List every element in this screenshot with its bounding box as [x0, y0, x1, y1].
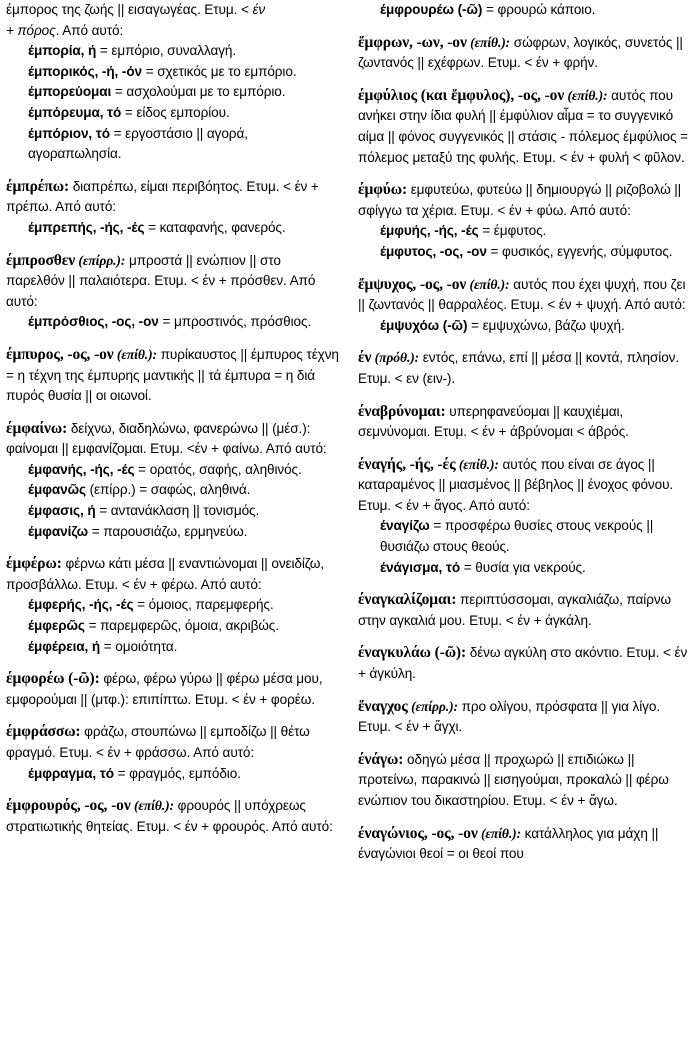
derived-word-line — [6, 312, 342, 333]
derived-definition: = ορατός, σαφής, αληθινός. — [134, 461, 302, 477]
derived-headword: έμφέρεια, ή — [28, 638, 101, 654]
entry-body — [6, 554, 342, 595]
entry-body — [358, 455, 694, 517]
headword: έμφορέω (-ῶ): — [6, 670, 100, 688]
dictionary-entry — [358, 0, 694, 21]
derived-word-line — [6, 501, 342, 522]
headword: ἔμψυχος, -ος, -ον — [358, 275, 467, 293]
dictionary-entry — [358, 86, 694, 168]
headword: έμφύω: — [358, 181, 408, 199]
headword: έναγής, -ής, -ές — [358, 455, 456, 473]
definition-text: φέρω, φέρω γύρω || φέρω μέσα μου, εμφορούμαι || (μτφ.): επιπίπτω. Ετυμ. < έν + φορέω. — [6, 671, 323, 707]
derived-headword: έμφυής, -ής, -ές — [380, 223, 479, 239]
definition-text: αυτός που ανήκει στην ίδια φυλή || έμφύλιον αἷμα = το συγγενικό αίμα || φόνος συγγενικός || στάσις - πόλεμος έμφύλιος = πόλεμος μεταξύ της φυλής. Ετυμ. < έν + φυλή < φῦλον. — [358, 87, 688, 165]
derived-headword: έμφανίζω — [28, 523, 89, 539]
dictionary-entry — [358, 275, 694, 337]
definition-text: δένω αγκύλη στο ακόντιο. Ετυμ. < έν + άγκύλη. — [358, 645, 688, 682]
part-of-speech: (επίθ.): — [455, 456, 499, 472]
derived-headword: έμψυχόω (-ῶ) — [380, 317, 468, 333]
part-of-speech: (επίθ.): — [466, 34, 511, 50]
derived-definition: = παρουσιάζω, ερμηνεύω. — [88, 523, 248, 539]
dictionary-entry — [358, 33, 694, 74]
derived-headword: έμφερῶς — [28, 618, 85, 634]
headword: έμφρουρός, -ος, -ον — [6, 797, 131, 815]
headword: ἔμφρων, -ων, -ον — [358, 33, 467, 51]
derived-word-line — [6, 522, 342, 543]
derived-headword: έμφραγμα, τό — [28, 765, 114, 781]
entry-body — [358, 697, 694, 738]
derived-headword: έμπορικός, -ή, -όν — [28, 63, 142, 79]
entry-body — [358, 402, 694, 443]
derived-word-line — [358, 516, 694, 557]
derived-word-line — [6, 460, 342, 481]
headword: έναγκαλίζομαι: — [358, 591, 457, 609]
dictionary-entry — [358, 643, 694, 684]
headword: έμφαίνω: — [6, 419, 68, 437]
derived-word-line — [358, 242, 694, 263]
dictionary-entry — [6, 251, 342, 333]
entry-body — [6, 796, 342, 837]
headword: έμφράσσω: — [6, 723, 81, 741]
derived-headword: έμπορεύομαι — [28, 84, 112, 100]
definition-text: μπροστά || ενώπιον || στο παρελθόν || παλαιότερα. Ετυμ. < έν + πρόσθεν. Από αυτό: — [6, 252, 316, 309]
dictionary-entry — [6, 796, 342, 837]
part-of-speech: (επίθ.): — [564, 87, 608, 103]
derived-definition: = εμπόριο, συναλλαγή. — [96, 43, 237, 59]
derived-word-line — [6, 637, 342, 658]
headword: έν — [358, 349, 372, 367]
right-column — [358, 0, 694, 877]
derived-word-line — [6, 62, 342, 83]
derived-headword: έμφερής, -ής, -ές — [28, 597, 134, 613]
entry-body — [358, 180, 694, 221]
derived-definition: = φυσικός, εγγενής, σύμφυτος. — [486, 243, 673, 259]
headword: έναβρύνομαι: — [358, 402, 446, 420]
derived-headword: ένάγισμα, τό — [380, 559, 461, 575]
derived-word-line — [6, 595, 342, 616]
etymology-text: + πόρος — [6, 22, 56, 38]
derived-headword: έμφανής, -ής, -ές — [28, 461, 135, 477]
derived-definition: = αντανάκλαση || τονισμός. — [95, 503, 260, 519]
derived-headword: έμπρεπής, -ής, -ές — [28, 219, 145, 235]
definition-text: σώφρων, λογικός, συνετός || ζωντανός || εχέφρων. Ετυμ. < έν + φρήν. — [358, 34, 683, 71]
derived-headword: έμφρουρέω (-ῶ) — [380, 2, 483, 17]
headword: έμπροσθεν — [6, 251, 76, 269]
part-of-speech: (επίρρ.): — [407, 698, 458, 714]
entry-body — [6, 177, 342, 218]
definition-text: δείχνω, διαδηλώνω, φανερώνω || (μέσ.): φαίνομαι || εμφανίζομαι. Ετυμ. <έν + φαίνω. Από αυτό: — [6, 420, 327, 457]
definition-text: προ ολίγου, πρόσφατα || για λίγο. Ετυμ. < έν + ἄγχι. — [358, 698, 661, 735]
entry-body — [6, 419, 342, 460]
derived-word-line — [6, 82, 342, 103]
derived-definition: = είδος εμπορίου. — [121, 104, 230, 120]
dictionary-entry — [6, 0, 342, 165]
derived-definition: = φραγμός, εμπόδιο. — [113, 765, 241, 781]
derived-definition: = παρεμφερῶς, όμοια, ακριβώς. — [84, 618, 279, 634]
part-of-speech: (επίθ.): — [113, 346, 157, 362]
derived-definition: = εργοστάσιο || αγορά, αγοραπωλησία. — [28, 125, 248, 162]
entry-body — [358, 275, 694, 316]
derived-headword: έμπόριον, τό — [28, 125, 110, 141]
definition-text: οδηγώ μέσα || προχωρώ || επιδιώκω || προτείνω, παρακινώ || εισηγούμαι, προκαλώ || φέρω ενώπιον του δικαστηρίου. Ετυμ. < έν + ἄγω. — [358, 751, 669, 808]
entry-continuation-line — [6, 0, 342, 21]
derived-word-line — [358, 0, 694, 21]
part-of-speech: (επίρρ.): — [75, 252, 126, 268]
derived-headword: έμπόρευμα, τό — [28, 104, 122, 120]
dictionary-entry — [6, 345, 342, 407]
derived-word-line — [6, 218, 342, 239]
entry-body — [6, 251, 342, 313]
entry-body — [6, 722, 342, 763]
definition-text: πυρίκαυστος || έμπυρος τέχνη = η τέχνη της έμπυρης μαντικής || τά έμπυρα = η διά πυρός θυσία || οι οιωνοί. — [6, 346, 339, 404]
dictionary-entry — [358, 455, 694, 579]
derived-definition: = εμψυχώνω, βάζω ψυχή. — [467, 317, 625, 333]
derived-word-line — [6, 124, 342, 165]
entry-text: . Από αυτό: — [55, 22, 124, 38]
entry-body — [358, 33, 694, 74]
derived-definition: = έμφυτος. — [478, 223, 547, 239]
dictionary-entry — [6, 669, 342, 710]
derived-headword: έμπορία, ή — [28, 43, 97, 59]
headword: ἔναγχος — [358, 697, 408, 715]
definition-text: φράζω, στουπώνω || εμποδίζω || θέτω φραγμό. Ετυμ. < έν + φράσσω. Από αυτό: — [6, 724, 310, 760]
derived-headword: έναγίζω — [380, 518, 430, 534]
definition-text: περιπτύσσομαι, αγκαλιάζω, παίρνω στην αγκαλιά μου. Ετυμ. < έν + άγκάλη. — [358, 592, 672, 628]
definition-text: αυτός που είναι σε άγος || καταραμένος || μιασμένος || βέβηλος || ένοχος φόνου. Ετυμ. < έν + ἄγος. Από αυτό: — [358, 456, 674, 513]
headword: έναγώνιος, -ος, -ον — [358, 824, 478, 842]
derived-headword: έμφανῶς — [28, 482, 86, 498]
derived-definition: = προσφέρω θυσίες στους νεκρούς || θυσιάζω στους θεούς. — [380, 518, 654, 555]
derived-word-line — [358, 221, 694, 242]
derived-definition: = ομοιότητα. — [100, 638, 178, 654]
definition-text: εμφυτεύω, φυτεύω || δημιουργώ || ριζοβολώ || σφίγγω τα χέρια. Ετυμ. < έν + φύω. Από αυτό: — [358, 182, 682, 218]
headword: έμπυρος, -ος, -ον — [6, 345, 114, 363]
derived-definition: = ασχολούμαι με το εμπόριο. — [111, 84, 286, 100]
entry-text: έμπορος της ζωής || εισαγωγέας. Ετυμ. < — [6, 2, 253, 17]
derived-word-line — [6, 616, 342, 637]
derived-headword: έμφυτος, -ος, -ον — [380, 243, 487, 259]
derived-definition: = όμοιος, παρεμφερής. — [133, 597, 274, 613]
definition-text: κατάλληλος για μάχη || έναγώνιοι θεοί = οι θεοί που — [358, 825, 659, 862]
headword: έμφύλιος (και ἔμφυλος), -ος, -ον — [358, 86, 565, 104]
dictionary-entry — [6, 554, 342, 657]
derived-headword: έμφασις, ή — [28, 503, 96, 519]
dictionary-entry — [358, 824, 694, 865]
definition-text: υπερηφανεύομαι || καυχιέμαι, σεμνύνομαι. Ετυμ. < έν + άβρύνομαι < άβρός. — [358, 403, 629, 440]
dictionary-entry — [358, 348, 694, 389]
headword: ένάγω: — [358, 750, 404, 768]
dictionary-entry — [358, 180, 694, 262]
part-of-speech: (πρόθ.): — [371, 350, 420, 366]
headword: έμπρέπω: — [6, 177, 70, 195]
part-of-speech: (επίθ.): — [466, 276, 510, 292]
entry-continuation-line — [6, 21, 342, 42]
dictionary-entry — [358, 697, 694, 738]
entry-body — [358, 824, 694, 865]
derived-definition: = φρουρώ κάποιο. — [482, 2, 596, 17]
entry-body — [6, 345, 342, 407]
derived-word-line — [358, 558, 694, 579]
entry-body — [358, 750, 694, 812]
derived-word-line — [6, 41, 342, 62]
etymology-text: έν — [252, 2, 266, 17]
dictionary-entry — [6, 177, 342, 239]
definition-text: αυτός που έχει ψυχή, που ζει || ζωντανός || θαρραλέος. Ετυμ. < έν + ψυχή. Από αυτό: — [358, 276, 686, 313]
dictionary-entry — [358, 750, 694, 812]
derived-definition: = σχετικός με το εμπόριο. — [142, 63, 297, 79]
derived-word-line — [6, 103, 342, 124]
part-of-speech: (επίθ.): — [130, 798, 174, 814]
derived-definition: = θυσία για νεκρούς. — [460, 559, 586, 575]
dictionary-entry — [6, 722, 342, 784]
derived-word-line — [358, 316, 694, 337]
derived-word-line — [6, 480, 342, 501]
entry-body — [358, 643, 694, 684]
headword: έμφέρω: — [6, 555, 62, 573]
definition-text: φέρνω κάτι μέσα || εναντιώνομαι || ονειδίζω, προσβάλλω. Ετυμ. < έν + φέρω. Από αυτό: — [6, 556, 324, 592]
dictionary-entry — [358, 590, 694, 631]
entry-body — [358, 86, 694, 168]
part-of-speech: (επίθ.): — [477, 825, 521, 841]
left-column — [6, 0, 342, 849]
dictionary-entry — [6, 419, 342, 543]
definition-text: διαπρέπω, είμαι περιβόητος. Ετυμ. < έν + πρέπω. Από αυτό: — [6, 178, 319, 215]
entry-body — [358, 348, 694, 389]
dictionary-entry — [358, 402, 694, 443]
derived-word-line — [6, 764, 342, 785]
derived-definition: = μπροστινός, πρόσθιος. — [158, 314, 312, 330]
definition-text: εντός, επάνω, επί || μέσα || κοντά, πλησίον. Ετυμ. < εν (ειν-). — [358, 350, 680, 386]
entry-body — [6, 669, 342, 710]
derived-definition: (επίρρ.) = σαφώς, αληθινά. — [85, 482, 251, 498]
headword: έναγκυλάω (-ῶ): — [358, 644, 467, 662]
entry-body — [358, 590, 694, 631]
derived-definition: = καταφανής, φανερός. — [144, 219, 286, 235]
definition-text: φρουρός || υπόχρεως στρατιωτικής θητείας. Ετυμ. < έν + φρουρός. Από αυτό: — [6, 798, 333, 834]
derived-headword: έμπρόσθιος, -ος, -ον — [28, 314, 159, 330]
